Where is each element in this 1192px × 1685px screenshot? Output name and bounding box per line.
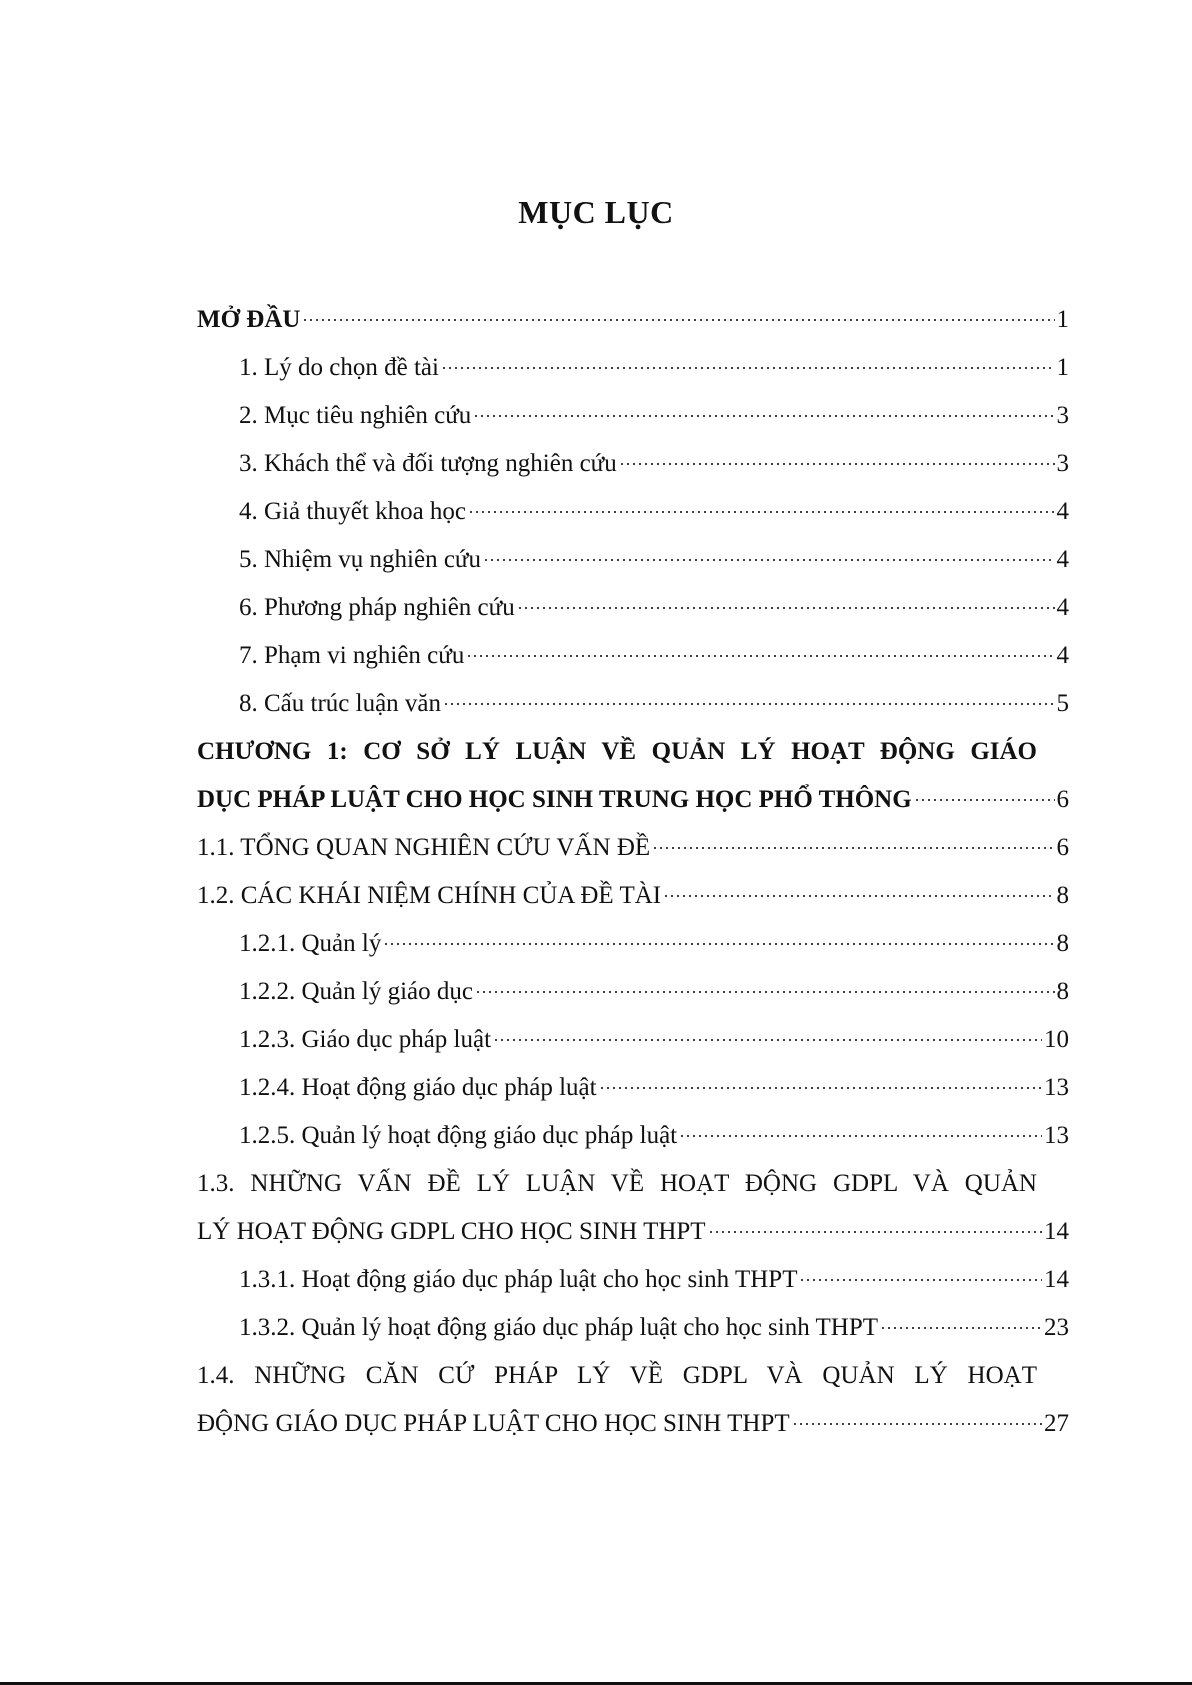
- toc-page-number: 27: [1044, 1410, 1069, 1437]
- toc-entry-text-line1: 1.4. NHỮNG CĂN CỨ PHÁP LÝ VỀ GDPL VÀ QUẢN LÝ HOẠT: [197, 1362, 1037, 1389]
- toc-page-number: 10: [1044, 1026, 1069, 1053]
- dot-leader: [663, 895, 1054, 897]
- dot-leader: [468, 511, 1054, 513]
- toc-entry-text: 6. Phương pháp nghiên cứu: [239, 594, 515, 621]
- toc-entry-text: 4. Giả thuyết khoa học: [239, 498, 467, 525]
- toc-entry-text: 1.3.1. Hoạt động giáo dục pháp luật cho học sinh THPT: [239, 1266, 798, 1293]
- dot-leader: [517, 607, 1055, 609]
- toc-entry-text: 7. Phạm vi nghiên cứu: [239, 642, 465, 669]
- toc-entry-1-4: [197, 1352, 1069, 1448]
- toc-entry-text: 2. Mục tiêu nghiên cứu: [239, 402, 472, 429]
- toc-page-number: 8: [1056, 978, 1069, 1005]
- toc-entry-muc-tieu: [197, 392, 1069, 440]
- table-of-contents: [197, 296, 1069, 1448]
- toc-page-number: 13: [1044, 1074, 1069, 1101]
- toc-entry-text: 1. Lý do chọn đề tài: [239, 354, 439, 381]
- toc-page-number: 4: [1056, 642, 1069, 669]
- dot-leader: [302, 319, 1054, 321]
- toc-entry-text: 8. Cấu trúc luận văn: [239, 690, 442, 717]
- toc-entry-1-2-2: [197, 968, 1069, 1016]
- dot-leader: [483, 559, 1055, 561]
- toc-entry-nhiem-vu: [197, 536, 1069, 584]
- toc-entry-1-2-3: [197, 1016, 1069, 1064]
- toc-entry-1-2-5: [197, 1112, 1069, 1160]
- dot-leader: [475, 991, 1055, 993]
- toc-entry-text: 1.2.5. Quản lý hoạt động giáo dục pháp luật: [239, 1122, 678, 1149]
- dot-leader: [708, 1231, 1042, 1233]
- toc-page-number: 4: [1056, 594, 1069, 621]
- toc-page-number: 6: [1056, 786, 1069, 813]
- toc-entry-gia-thuyet: [197, 488, 1069, 536]
- toc-entry-1-2: [197, 872, 1069, 920]
- dot-leader: [441, 367, 1055, 369]
- toc-page-number: 4: [1056, 546, 1069, 573]
- toc-page-number: 1: [1056, 306, 1069, 333]
- toc-page-number: 23: [1044, 1314, 1069, 1341]
- toc-page-number: 5: [1056, 690, 1069, 717]
- toc-page-number: 13: [1044, 1122, 1069, 1149]
- toc-entry-text-line1: 1.3. NHỮNG VẤN ĐỀ LÝ LUẬN VỀ HOẠT ĐỘNG GDPL VÀ QUẢN: [197, 1170, 1037, 1197]
- toc-page-number: 1: [1056, 354, 1069, 381]
- dot-leader: [493, 1039, 1042, 1041]
- toc-entry-text: 5. Nhiệm vụ nghiên cứu: [239, 546, 481, 573]
- toc-entry-khach-the: [197, 440, 1069, 488]
- toc-entry-text: MỞ ĐẦU: [197, 306, 301, 333]
- toc-entry-text: 1.2.4. Hoạt động giáo dục pháp luật: [239, 1074, 597, 1101]
- dot-leader: [792, 1423, 1042, 1425]
- dot-leader: [599, 1087, 1042, 1089]
- dot-leader: [383, 943, 1054, 945]
- toc-entry-cau-truc: [197, 680, 1069, 728]
- toc-entry-text: 1.2.2. Quản lý giáo dục: [239, 978, 473, 1005]
- toc-entry-ly-do-chon-de-tai: [197, 344, 1069, 392]
- toc-entry-1-3: [197, 1160, 1069, 1256]
- dot-leader: [443, 703, 1054, 705]
- toc-page-number: 8: [1056, 930, 1069, 957]
- toc-page-number: 14: [1044, 1266, 1069, 1293]
- toc-page-number: 14: [1044, 1218, 1069, 1245]
- dot-leader: [799, 1279, 1042, 1281]
- toc-page-number: 3: [1056, 402, 1069, 429]
- toc-entry-pham-vi: [197, 632, 1069, 680]
- toc-entry-text: 3. Khách thể và đối tượng nghiên cứu: [239, 450, 617, 477]
- page-title: MỤC LỤC: [518, 194, 674, 230]
- toc-entry-1-2-4: [197, 1064, 1069, 1112]
- toc-entry-text-line2: LÝ HOẠT ĐỘNG GDPL CHO HỌC SINH THPT: [197, 1218, 706, 1245]
- toc-entry-text: 1.2.1. Quản lý: [239, 930, 382, 957]
- toc-entry-1-3-1: [197, 1256, 1069, 1304]
- toc-entry-text: 1.2. CÁC KHÁI NIỆM CHÍNH CỦA ĐỀ TÀI: [197, 882, 662, 909]
- toc-page-number: 3: [1056, 450, 1069, 477]
- dot-leader: [619, 463, 1055, 465]
- dot-leader: [466, 655, 1054, 657]
- toc-page-number: 4: [1056, 498, 1069, 525]
- dot-leader: [679, 1135, 1042, 1137]
- toc-entry-text-line1: CHƯƠNG 1: CƠ SỞ LÝ LUẬN VỀ QUẢN LÝ HOẠT ĐỘNG GIÁO: [197, 738, 1037, 765]
- toc-page-number: 6: [1056, 834, 1069, 861]
- toc-page-number: 8: [1056, 882, 1069, 909]
- toc-entry-chuong-1: [197, 728, 1069, 824]
- toc-entry-text: 1.2.3. Giáo dục pháp luật: [239, 1026, 492, 1053]
- toc-entry-1-2-1: [197, 920, 1069, 968]
- toc-entry-1-3-2: [197, 1304, 1069, 1352]
- toc-entry-text-line2: DỤC PHÁP LUẬT CHO HỌC SINH TRUNG HỌC PHỔ THÔNG: [197, 786, 912, 813]
- toc-entry-text: 1.3.2. Quản lý hoạt động giáo dục pháp luật cho học sinh THPT: [239, 1314, 879, 1341]
- dot-leader: [914, 799, 1055, 801]
- toc-entry-phuong-phap: [197, 584, 1069, 632]
- toc-entry-text-line2: ĐỘNG GIÁO DỤC PHÁP LUẬT CHO HỌC SINH THPT: [197, 1410, 790, 1437]
- dot-leader: [880, 1327, 1042, 1329]
- toc-entry-mo-dau: [197, 296, 1069, 344]
- toc-entry-1-1: [197, 824, 1069, 872]
- dot-leader: [473, 415, 1054, 417]
- dot-leader: [652, 847, 1054, 849]
- toc-entry-text: 1.1. TỔNG QUAN NGHIÊN CỨU VẤN ĐỀ: [197, 834, 651, 861]
